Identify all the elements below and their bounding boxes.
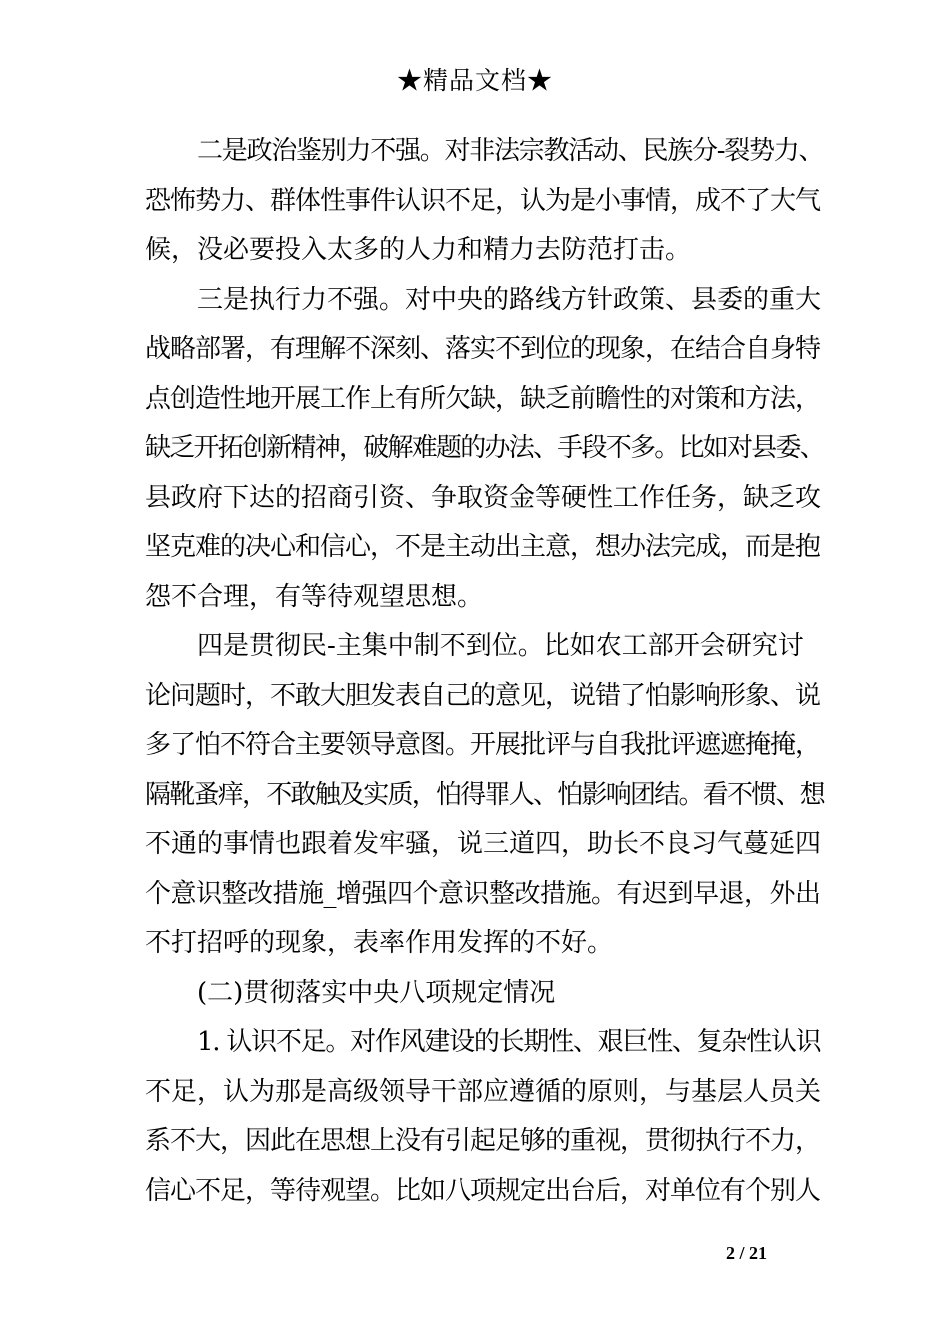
- text-line: 隔靴蚤痒，不敢触及实质，怕得罪人、怕影响团结。看不惯、想: [145, 779, 825, 810]
- text-line: 恐怖势力、群体性事件认识不足，认为是小事情，成不了大气: [145, 185, 821, 216]
- text-line: 县政府下达的招商引资、争取资金等硬性工作任务，缺乏攻: [145, 482, 822, 513]
- section-heading-eight-rules: [145, 969, 825, 1019]
- text-line: 四是贯彻民-主集中制不到位。比如农工部开会研究讨: [197, 631, 804, 661]
- text-line: 不足，认为那是高级领导干部应遵循的原则，与基层人员关: [145, 1076, 822, 1107]
- paragraph-political-discernment: [145, 127, 825, 276]
- text-line: 怨不合理，有等待观望思想。: [145, 581, 484, 612]
- text-line: 多了怕不符合主要领导意图。开展批评与自我批评遮遮掩掩，: [145, 730, 821, 760]
- text-line: 不通的事情也跟着发牢骚，说三道四，助长不良习气蔓延四: [145, 829, 822, 859]
- text-line: 三是执行力不强。对中央的路线方针政策、县委的重大: [197, 284, 822, 315]
- text-line: 坚克难的决心和信心，不是主动出主意，想办法完成，而是抱: [145, 532, 821, 562]
- text-line: 缺乏开拓创新精神，破解难题的办法、手段不多。比如对县委、: [145, 433, 825, 463]
- text-line: (二)贯彻落实中央八项规定情况: [197, 977, 556, 1008]
- document-body: [145, 127, 825, 1216]
- text-line: 不打招呼的现象，表率作用发挥的不好。: [145, 928, 614, 958]
- text-line: 战略部署，有理解不深刻、落实不到位的现象，在结合自身特: [145, 334, 821, 364]
- text-line: 点创造性地开展工作上有所欠缺，缺乏前瞻性的对策和方法，: [145, 383, 821, 414]
- text-line: 1. 认识不足。对作风建设的长期性、艰巨性、复杂性认识: [197, 1027, 821, 1057]
- text-line: 信心不足，等待观望。比如八项规定出台后，对单位有个别人: [145, 1175, 821, 1206]
- text-line: 个意识整改措施_增强四个意识整改措施。有迟到早退，外出: [145, 878, 821, 909]
- text-line: 二是政治鉴别力不强。对非法宗教活动、民族分-裂势力、: [197, 136, 824, 166]
- paragraph-execution: [145, 276, 825, 623]
- paragraph-insufficient-awareness: [145, 1018, 825, 1216]
- text-line: 论问题时，不敢大胆发表自己的意见，说错了怕影响形象、说: [145, 680, 821, 711]
- page-number: 2 / 21: [726, 1243, 768, 1263]
- document-header-title: ★精品文档★: [396, 66, 553, 95]
- text-line: 系不大，因此在思想上没有引起足够的重视，贯彻执行不力，: [145, 1126, 821, 1156]
- paragraph-democratic-centralism: [145, 622, 825, 969]
- text-line: 候，没必要投入太多的人力和精力去防范打击。: [145, 235, 692, 265]
